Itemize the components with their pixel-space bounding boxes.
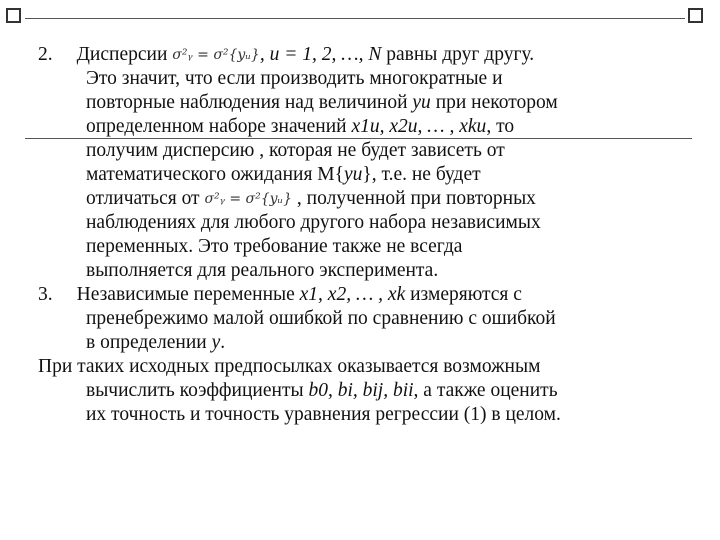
item-number: 2. <box>38 44 53 65</box>
text-line: получим дисперсию , которая не будет зависеть от <box>86 140 505 161</box>
text-line: пренебрежимо малой ошибкой по сравнению с ошибкой <box>86 308 556 329</box>
text-line: в определении y. <box>86 332 226 353</box>
text-line: Это значит, что если производить многократные и <box>86 68 503 89</box>
top-left-decor-box <box>6 8 21 23</box>
text-line: вычислить коэффициенты b0, bi, bij, bii, а также оценить <box>86 380 558 401</box>
item-3-line: 3. Независимые переменные x1, x2, … , xk измеряются с <box>38 284 522 305</box>
text-segment: Дисперсии <box>76 44 173 65</box>
text-line: повторные наблюдения над величиной yu при некотором <box>86 92 558 113</box>
top-right-decor-box <box>688 8 703 23</box>
item-2-line <box>38 43 534 67</box>
text-segment: равны друг другу. <box>381 44 535 65</box>
text-line: математического ожидания M{yu}, т.е. не будет <box>86 164 481 185</box>
conclusion-line: При таких исходных предпосылках оказывается возможным <box>38 356 541 377</box>
text-line: выполняется для реального эксперимента. <box>86 260 439 281</box>
text-line: переменных. Это требование также не всегда <box>86 236 463 257</box>
text-line: определенном наборе значений x1u, x2u, … , xku, то <box>86 116 515 137</box>
item-number: 3. <box>38 284 53 305</box>
text-italic-segment: , u = 1, 2, …, N <box>259 44 382 65</box>
text-line: отличаться от σ²ᵧ = σ²{yᵤ} , полученной при повторных <box>86 187 536 211</box>
variance-formula: σ²ᵧ = σ²{yᵤ} <box>172 47 260 64</box>
top-rule <box>25 18 685 19</box>
variance-formula: σ²ᵧ = σ²{yᵤ} <box>204 191 293 208</box>
text-line: наблюдениях для любого другого набора независимых <box>86 212 541 233</box>
text-line: их точность и точность уравнения регрессии (1) в целом. <box>86 404 561 425</box>
